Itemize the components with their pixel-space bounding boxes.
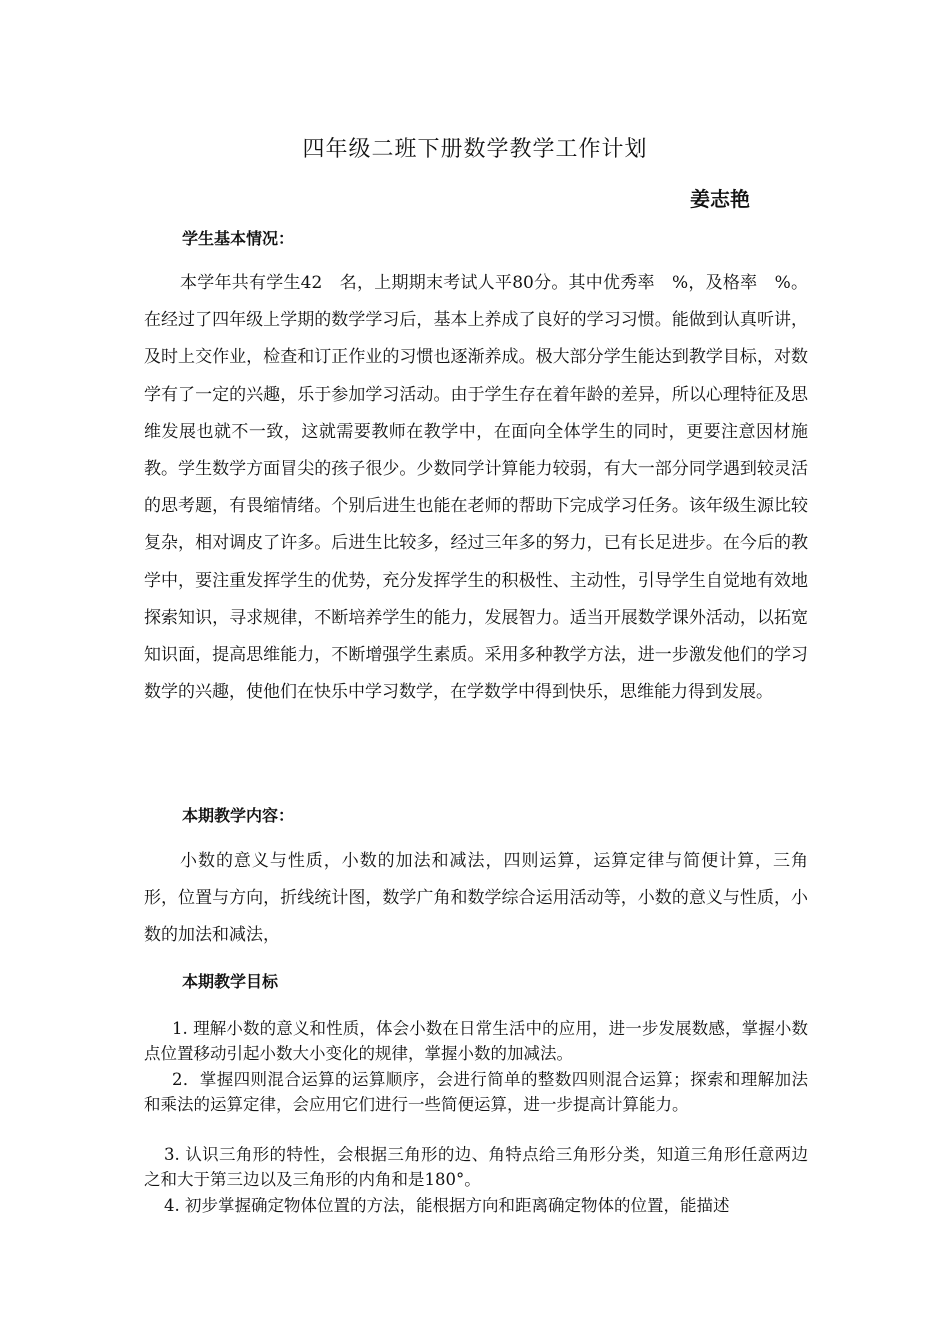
section-heading-students: 学生基本情况： xyxy=(182,229,295,248)
students-paragraph: 本学年共有学生42 名，上期期末考试人平80分。其中优秀率 %，及格率 %。在经过了四年级上学期的数学学习后，基本上养成了良好的学习习惯。能做到认真听讲，及时上交作业，检查和订正作业的习惯也逐渐养成。极大部分学生能达到教学目标，对数学有了一定的兴趣，乐于参加学习活动。由于学生存在着年龄的差异，所以心理特征及思维发展也就不一致，这就需要教师在教学中，在面向全体学生的同时，更要注意因材施教。学生数学方面冒尖的孩子很少。少数同学计算能力较弱，有大一部分同学遇到较灵活的思考题，有畏缩情绪。个别后进生也能在老师的帮助下完成学习任务。该年级生源比较复杂，相对调皮了许多。后进生比较多，经过三年多的努力，已有长足进步。在今后的教学中，要注重发挥学生的优势，充分发挥学生的积极性、主动性，引导学生自觉地有效地探索知识，寻求规律，不断培养学生的能力，发展智力。适当开展数学课外活动，以拓宽知识面，提高思维能力，不断增强学生素质。采用多种教学方法，进一步激发他们的学习数学的兴趣，使他们在快乐中学习数学，在学数学中得到快乐，思维能力得到发展。 xyxy=(144,273,808,703)
content-paragraph: 小数的意义与性质，小数的加法和减法，四则运算，运算定律与简便计算，三角形，位置与方向，折线统计图，数学广角和数学综合运用活动等，小数的意义与性质，小数的加法和减法， xyxy=(144,851,808,946)
document-title: 四年级二班下册数学教学工作计划 xyxy=(302,137,648,162)
author-name: 姜志艳 xyxy=(690,187,750,211)
goal-item-1: 1. 理解小数的意义和性质，体会小数在日常生活中的应用，进一步发展数感，掌握小数点位置移动引起小数大小变化的规律，掌握小数的加减法。 xyxy=(144,1019,808,1063)
section-heading-goals: 本期教学目标 xyxy=(182,972,279,991)
goal-item-2: 2．掌握四则混合运算的运算顺序，会进行简单的整数四则混合运算；探索和理解加法和乘法的运算定律，会应用它们进行一些简便运算，进一步提高计算能力。 xyxy=(144,1070,808,1114)
goal-item-3: 3. 认识三角形的特性，会根据三角形的边、角特点给三角形分类，知道三角形任意两边之和大于第三边以及三角形的内角和是180°。 xyxy=(144,1145,808,1189)
section-heading-content: 本期教学内容： xyxy=(182,806,295,825)
goal-item-4: 4. 初步掌握确定物体位置的方法，能根据方向和距离确定物体的位置，能描述 xyxy=(164,1196,730,1215)
